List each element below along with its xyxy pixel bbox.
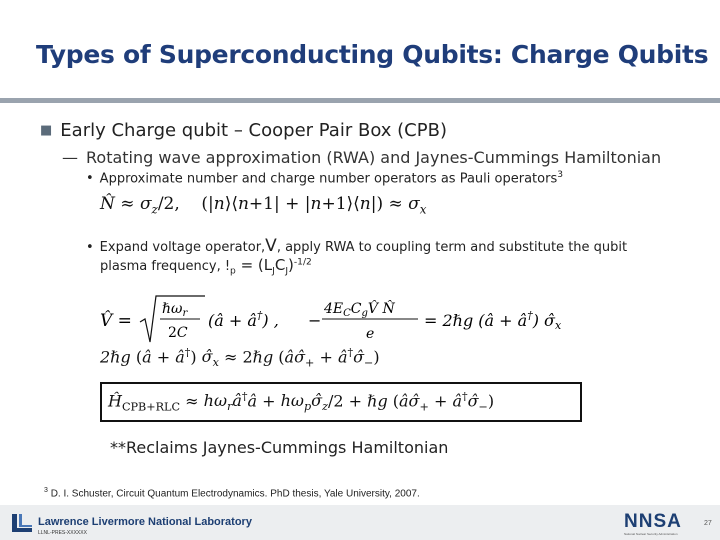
reclaims-note: **Reclaims Jaynes-Cummings Hamiltonian (110, 438, 449, 457)
bullet4-line2-text: plasma frequency, ! (100, 259, 231, 274)
bullet-level1 (40, 120, 447, 141)
bullet-level3-pauli (86, 170, 563, 186)
bullet4-c: C (274, 256, 286, 274)
voltage-equation-graphic (100, 292, 595, 348)
document-id: LLNL-PRES-XXXXXX (38, 530, 87, 536)
svg-text:= 2ℏg (â + â†) σ̂x: = 2ℏg (â + â†) σ̂x (424, 309, 562, 332)
dash-bullet-icon: — (62, 148, 78, 167)
title-divider (0, 98, 720, 103)
bullet3-text: Approximate number and charge number operators as Pauli operators (99, 171, 558, 187)
bullet4-eq: = (L (235, 256, 273, 274)
square-bullet-icon: ■ (40, 123, 53, 138)
bullet-level2 (62, 148, 661, 167)
svg-text:2C: 2C (168, 325, 188, 341)
footnote-text: D. I. Schuster, Circuit Quantum Electrodynamics. PhD thesis, Yale University, 2007. (50, 488, 420, 500)
bullet4-text-b: , apply RWA to coupling term and substitute the qubit (276, 240, 628, 255)
bullet1-text: Early Charge qubit – Cooper Pair Box (CPB) (60, 120, 447, 141)
equation-coupling-rwa: 2ℏg (â + â†) $\sigmâ_x$ ≈ 2ℏg ($â\sigmâ_+$ + $â^\dagger\sigmâ_-$) (100, 346, 380, 370)
bullet4-v: V (265, 236, 277, 256)
bullet2-text: Rotating wave approximation (RWA) and Jaynes-Cummings Hamiltonian (86, 148, 662, 167)
svg-text:(â + â†) ,: (â + â†) , (208, 309, 279, 330)
footnote (44, 487, 420, 499)
svg-text:e: e (366, 326, 375, 342)
dot-bullet-icon: • (86, 240, 94, 255)
bullet4-p-sub: p (230, 266, 236, 277)
equation-hamiltonian: $Ĥ_{CPB+RLC}$ ≈ $h\omega_râ^\dagger â$ + $h\omega_p\sigmâ_z/2$ + ℏg ($â\sigmâ_+$ + $â^\dagger\sigmâ_-$) (108, 390, 495, 414)
bullet-level3-voltage (86, 236, 627, 256)
bullet4-j2: J (285, 266, 289, 277)
nnsa-tagline: National Nuclear Security Administration (624, 532, 678, 536)
footnote-number: 3 (44, 487, 48, 494)
svg-text:ℏωr: ℏω$_r$ (162, 301, 188, 319)
llnl-logo-icon (10, 512, 34, 534)
svg-text:4ECCgV̂ N̂: $4E_CC_gV̂$ N̂ (324, 301, 395, 319)
page-title: Types of Superconducting Qubits: Charge Qubits (36, 40, 709, 69)
dot-bullet-icon: • (86, 171, 94, 187)
equation-number-operator: N̂ ≈ $\sigma_z/2$, (|n⟩⟨n+1| + |n+1⟩⟨n|) ≈ $\sigma_x$ (100, 194, 427, 217)
bullet4-close: ) (288, 256, 294, 274)
page-number: 27 (704, 520, 712, 527)
bullet4-line2 (100, 256, 312, 277)
bullet4-exp: -1/2 (293, 257, 312, 268)
svg-text:V̂ =: V̂ = (100, 311, 132, 331)
bullet4-j1: J (272, 266, 275, 277)
bullet3-ref: 3 (557, 170, 564, 180)
nnsa-logo: NNSA (624, 511, 682, 532)
equation-voltage-operator (100, 292, 595, 348)
lab-name: Lawrence Livermore National Laboratory (38, 516, 252, 528)
bullet4-text-a: Expand voltage operator, (99, 240, 266, 255)
svg-text:−: − (308, 311, 322, 330)
